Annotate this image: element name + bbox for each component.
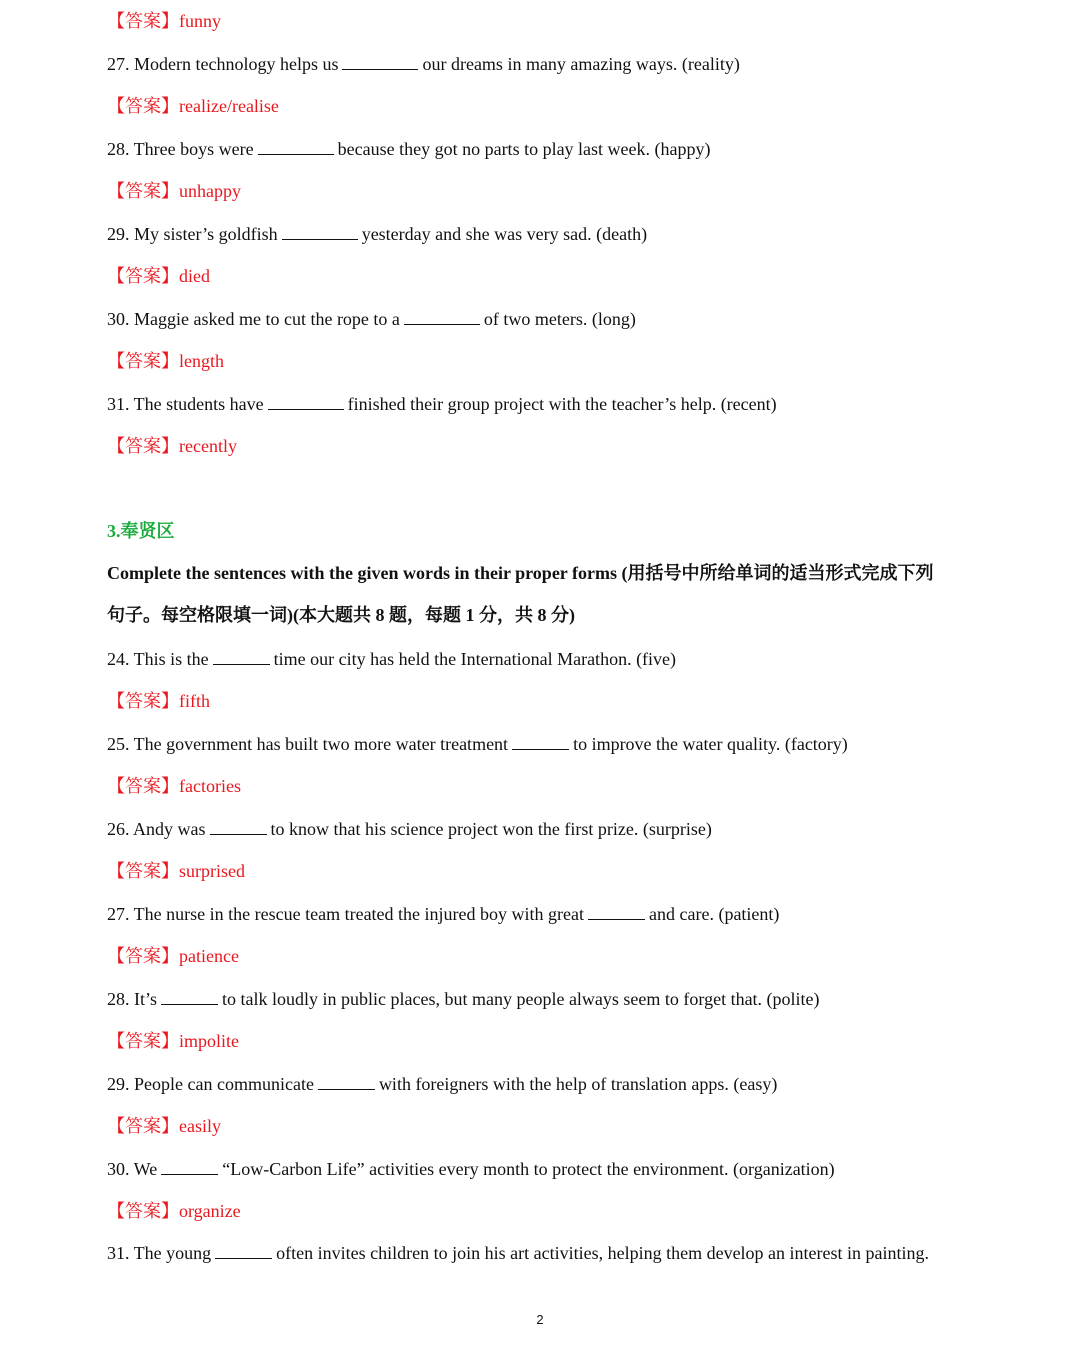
answer-text: surprised <box>179 861 245 881</box>
answer-label: 答案 <box>125 266 161 286</box>
question-text: because they got no parts to play last week. (happy) <box>337 139 711 159</box>
answer-label: 答案 <box>125 1031 161 1051</box>
answer-label: 答案 <box>125 96 161 116</box>
answer-text: factories <box>179 776 241 796</box>
answer-blank <box>161 1158 218 1175</box>
question-line <box>107 1157 835 1181</box>
answer-label: 答案 <box>125 1201 161 1221</box>
question-text: to know that his science project won the first prize. (surprise) <box>270 819 712 839</box>
answer-text: realize/realise <box>179 96 279 116</box>
question-text: and care. (patient) <box>649 904 780 924</box>
question-text: 31. The students have <box>107 394 264 414</box>
answer-label: 答案 <box>125 861 161 881</box>
answer-label: 答案 <box>125 181 161 201</box>
answer-line: 【答案】fifth <box>107 691 210 712</box>
question-text: 29. People can communicate <box>107 1074 314 1094</box>
answer-blank <box>342 53 418 70</box>
answer-line: 【答案】impolite <box>107 1031 239 1052</box>
question-text: finished their group project with the teacher’s help. (recent) <box>347 394 777 414</box>
question-text: 27. Modern technology helps us <box>107 54 339 74</box>
answer-line: 【答案】surprised <box>107 861 245 882</box>
answer-line: 【答案】patience <box>107 946 239 967</box>
answer-blank <box>512 733 569 750</box>
question-text: 28. Three boys were <box>107 139 254 159</box>
question-text: our dreams in many amazing ways. (reality) <box>422 54 740 74</box>
answer-label: 答案 <box>125 351 161 371</box>
question-text: 31. The young <box>107 1243 212 1263</box>
answer-text: length <box>179 351 224 371</box>
instruction-line: Complete the sentences with the given words in their proper forms (用括号中所给单词的适当形式完成下列 <box>107 563 934 583</box>
question-text: “Low-Carbon Life” activities every month to protect the environment. (organization) <box>222 1159 835 1179</box>
answer-label: 答案 <box>125 1116 161 1136</box>
question-line <box>107 1072 777 1096</box>
answer-label: 答案 <box>125 11 161 31</box>
answer-label: 答案 <box>125 776 161 796</box>
question-text: 27. The nurse in the rescue team treated the injured boy with great <box>107 904 584 924</box>
answer-blank <box>268 393 344 410</box>
answer-blank <box>215 1242 272 1259</box>
question-text: 25. The government has built two more water treatment <box>107 734 509 754</box>
answer-blank <box>213 648 270 665</box>
answer-text: impolite <box>179 1031 239 1051</box>
answer-blank <box>588 903 645 920</box>
answer-text: patience <box>179 946 239 966</box>
question-line <box>107 902 779 926</box>
answer-line: 【答案】length <box>107 351 224 372</box>
answer-text: died <box>179 266 210 286</box>
answer-blank <box>404 308 480 325</box>
question-text: yesterday and she was very sad. (death) <box>361 224 648 244</box>
section-title: 3.奉贤区 <box>107 521 175 541</box>
instruction-line: 句子。每空格限填一词)(本大题共 8 题，每题 1 分，共 8 分) <box>107 605 575 625</box>
question-text: 26. Andy was <box>107 819 206 839</box>
question-line <box>107 732 848 756</box>
answer-line: 【答案】factories <box>107 776 241 797</box>
question-line <box>107 392 777 416</box>
answer-label: 答案 <box>125 946 161 966</box>
answer-blank <box>161 988 218 1005</box>
answer-line: 【答案】recently <box>107 436 237 457</box>
answer-line: 【答案】funny <box>107 11 221 32</box>
question-line <box>107 222 647 246</box>
question-text: 28. It’s <box>107 989 158 1009</box>
answer-line: 【答案】easily <box>107 1116 221 1137</box>
question-text: to improve the water quality. (factory) <box>573 734 848 754</box>
answer-text: funny <box>179 11 221 31</box>
answer-blank <box>258 138 334 155</box>
question-text: often invites children to join his art activities, helping them develop an interest in painting. <box>276 1243 930 1263</box>
question-line <box>107 307 636 331</box>
answer-blank <box>318 1073 375 1090</box>
answer-text: organize <box>179 1201 241 1221</box>
question-line <box>107 52 740 76</box>
question-text: 30. Maggie asked me to cut the rope to a <box>107 309 400 329</box>
answer-text: easily <box>179 1116 221 1136</box>
answer-blank <box>210 818 267 835</box>
answer-text: fifth <box>179 691 210 711</box>
answer-line: 【答案】organize <box>107 1201 241 1222</box>
answer-text: unhappy <box>179 181 241 201</box>
question-text: 24. This is the <box>107 649 209 669</box>
question-line <box>107 1241 929 1265</box>
answer-line: 【答案】unhappy <box>107 181 241 202</box>
question-line <box>107 647 676 671</box>
answer-label: 答案 <box>125 691 161 711</box>
question-text: of two meters. (long) <box>483 309 636 329</box>
question-line <box>107 137 711 161</box>
answer-label: 答案 <box>125 436 161 456</box>
question-text: time our city has held the International Marathon. (five) <box>273 649 677 669</box>
answer-line: 【答案】realize/realise <box>107 96 279 117</box>
question-text: 30. We <box>107 1159 158 1179</box>
question-text: with foreigners with the help of translation apps. (easy) <box>378 1074 778 1094</box>
answer-text: recently <box>179 436 237 456</box>
answer-blank <box>282 223 358 240</box>
question-line <box>107 987 820 1011</box>
page-number: 2 <box>536 1312 544 1327</box>
question-text: to talk loudly in public places, but many people always seem to forget that. (polite) <box>222 989 820 1009</box>
question-text: 29. My sister’s goldfish <box>107 224 278 244</box>
answer-line: 【答案】died <box>107 266 210 287</box>
question-line <box>107 817 712 841</box>
